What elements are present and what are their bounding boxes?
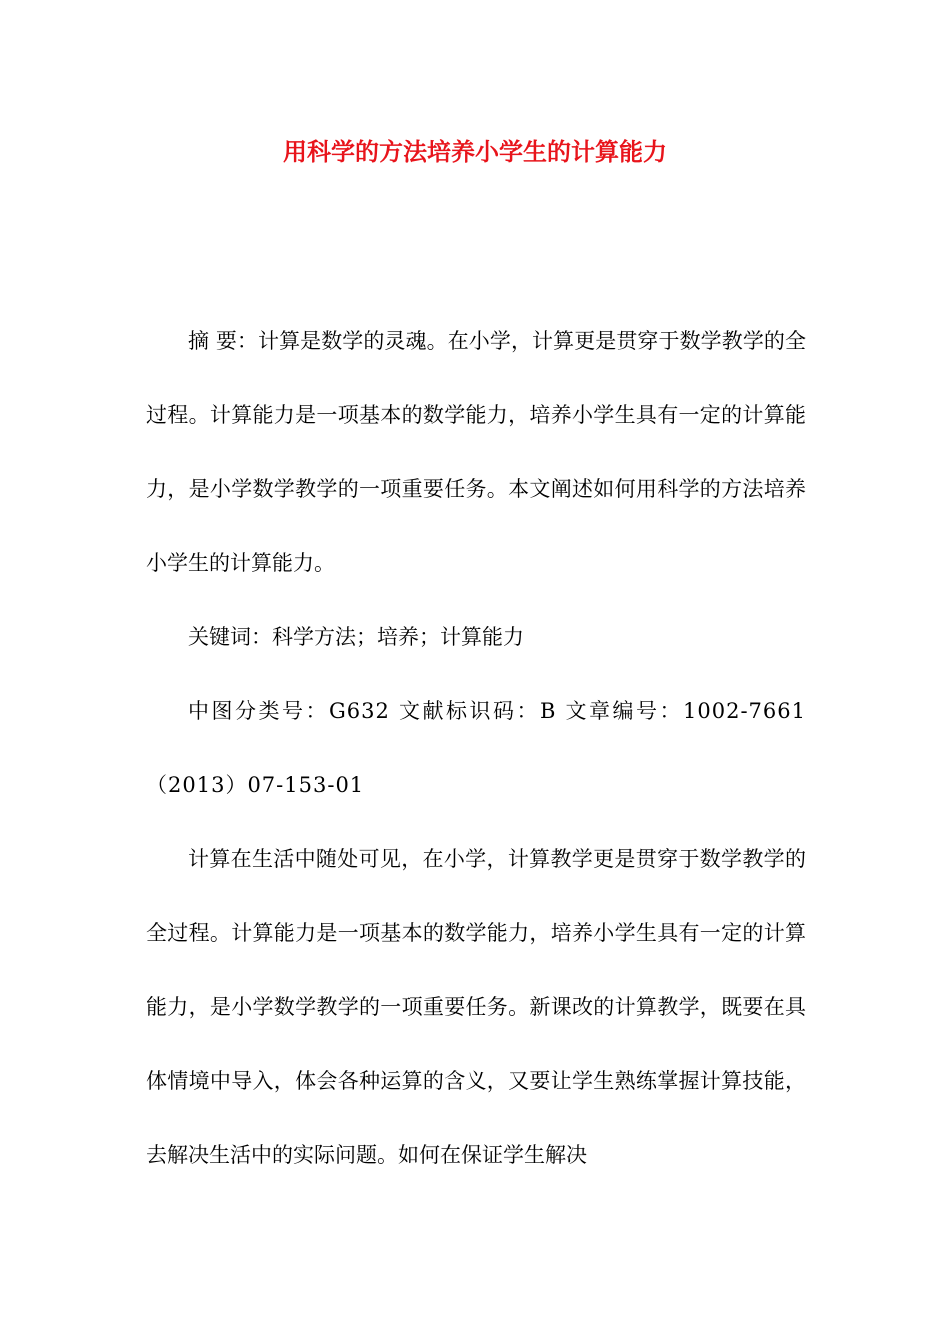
- abstract-paragraph: 摘 要：计算是数学的灵魂。在小学，计算更是贯穿于数学教学的全过程。计算能力是一项基本的数学能力，培养小学生具有一定的计算能力，是小学数学教学的一项重要任务。本文阐述如何用科学的方法培养小学生的计算能力。: [146, 329, 806, 575]
- document-title: 用科学的方法培养小学生的计算能力: [283, 138, 667, 166]
- classification-line: 中图分类号：G632 文献标识码：B 文章编号：1002-7661（2013）07-153-01: [146, 699, 806, 797]
- keywords-line: 关键词：科学方法；培养；计算能力: [188, 625, 524, 649]
- intro-paragraph: 计算在生活中随处可见，在小学，计算教学更是贯穿于数学教学的全过程。计算能力是一项基本的数学能力，培养小学生具有一定的计算能力，是小学数学教学的一项重要任务。新课改的计算教学，既要在具体情境中导入，体会各种运算的含义，又要让学生熟练掌握计算技能，去解决生活中的实际问题。如何在保证学生解决: [146, 847, 806, 1167]
